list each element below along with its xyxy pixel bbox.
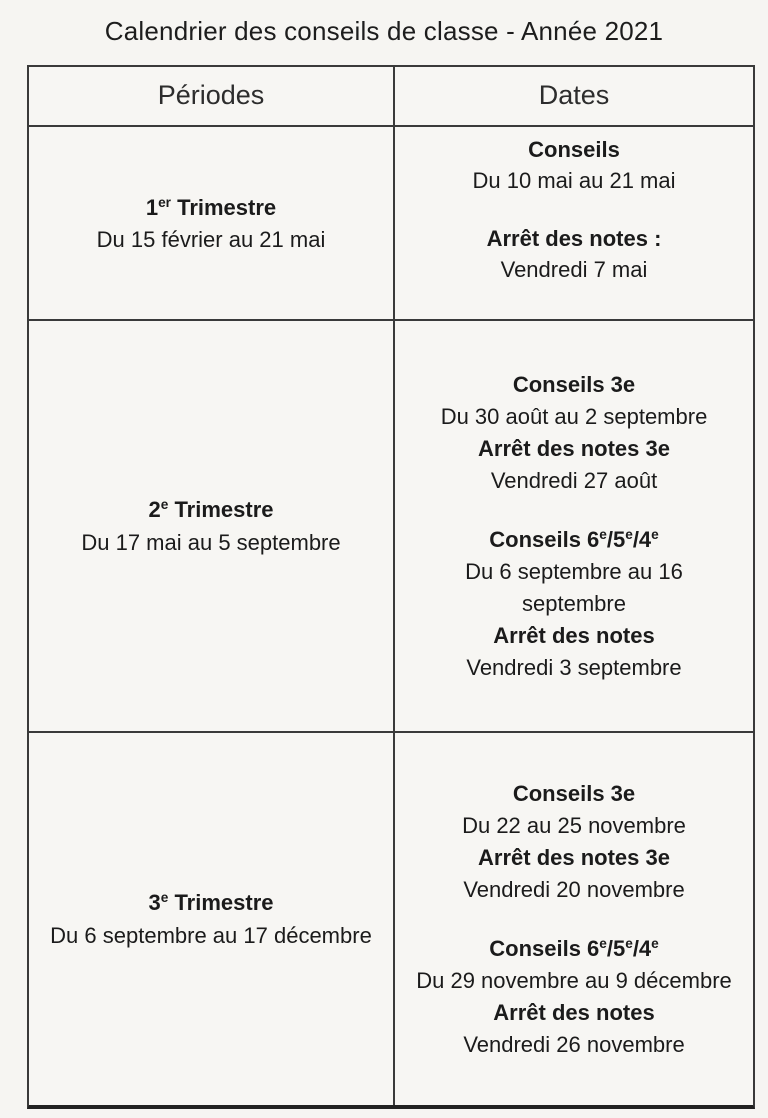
- table-row-trimestre-1: [29, 125, 753, 319]
- period-cell: [29, 733, 395, 1105]
- date-line: Arrêt des notes 3e: [478, 844, 670, 870]
- column-header-dates: Dates: [538, 79, 610, 110]
- period-name: 1er Trimestre: [145, 194, 277, 220]
- date-line: Vendredi 7 mai: [500, 257, 648, 282]
- date-line: Vendredi 20 novembre: [463, 876, 685, 902]
- dates-cell: [395, 321, 753, 731]
- period-cell: [29, 321, 395, 731]
- dates-cell: [395, 127, 753, 319]
- table-row-trimestre-2: [29, 319, 753, 731]
- date-line: Du 29 novembre au 9 décembre: [416, 967, 732, 993]
- date-line: Du 30 août au 2 septembre: [440, 403, 708, 429]
- period-range: Du 15 février au 21 mai: [96, 226, 326, 252]
- date-line: Conseils 3e: [512, 371, 636, 397]
- period-name: 3e Trimestre: [148, 889, 274, 915]
- column-header-periodes: Périodes: [29, 67, 395, 125]
- date-line: Du 6 septembre au 16: [465, 558, 683, 584]
- table-header-row: [29, 67, 753, 125]
- date-line: Conseils 6e/5e/4e: [489, 935, 659, 961]
- date-line: Conseils 6e/5e/4e: [489, 526, 659, 552]
- date-line: Arrêt des notes: [493, 622, 655, 648]
- period-cell: [29, 127, 395, 319]
- date-line: Vendredi 27 août: [490, 467, 658, 493]
- date-line: Arrêt des notes :: [486, 226, 662, 251]
- date-line: Du 22 au 25 novembre: [462, 812, 686, 838]
- calendar-table: [27, 65, 755, 1109]
- date-line: Du 10 mai au 21 mai: [472, 168, 676, 193]
- period-range: Du 17 mai au 5 septembre: [81, 529, 341, 555]
- table-body: [29, 125, 753, 1105]
- dates-cell: [395, 733, 753, 1105]
- date-line: septembre: [522, 590, 626, 616]
- table-row-trimestre-3: [29, 731, 753, 1105]
- page-title: Calendrier des conseils de classe - Année 2021: [104, 16, 664, 46]
- date-line: Arrêt des notes 3e: [478, 435, 670, 461]
- date-line: Conseils 3e: [512, 780, 636, 806]
- period-name: 2e Trimestre: [148, 496, 274, 522]
- period-range: Du 6 septembre au 17 décembre: [50, 922, 372, 948]
- date-line: Vendredi 26 novembre: [463, 1031, 685, 1057]
- date-line: Conseils: [528, 137, 620, 162]
- date-line: Arrêt des notes: [493, 999, 655, 1025]
- date-line: Vendredi 3 septembre: [466, 654, 682, 680]
